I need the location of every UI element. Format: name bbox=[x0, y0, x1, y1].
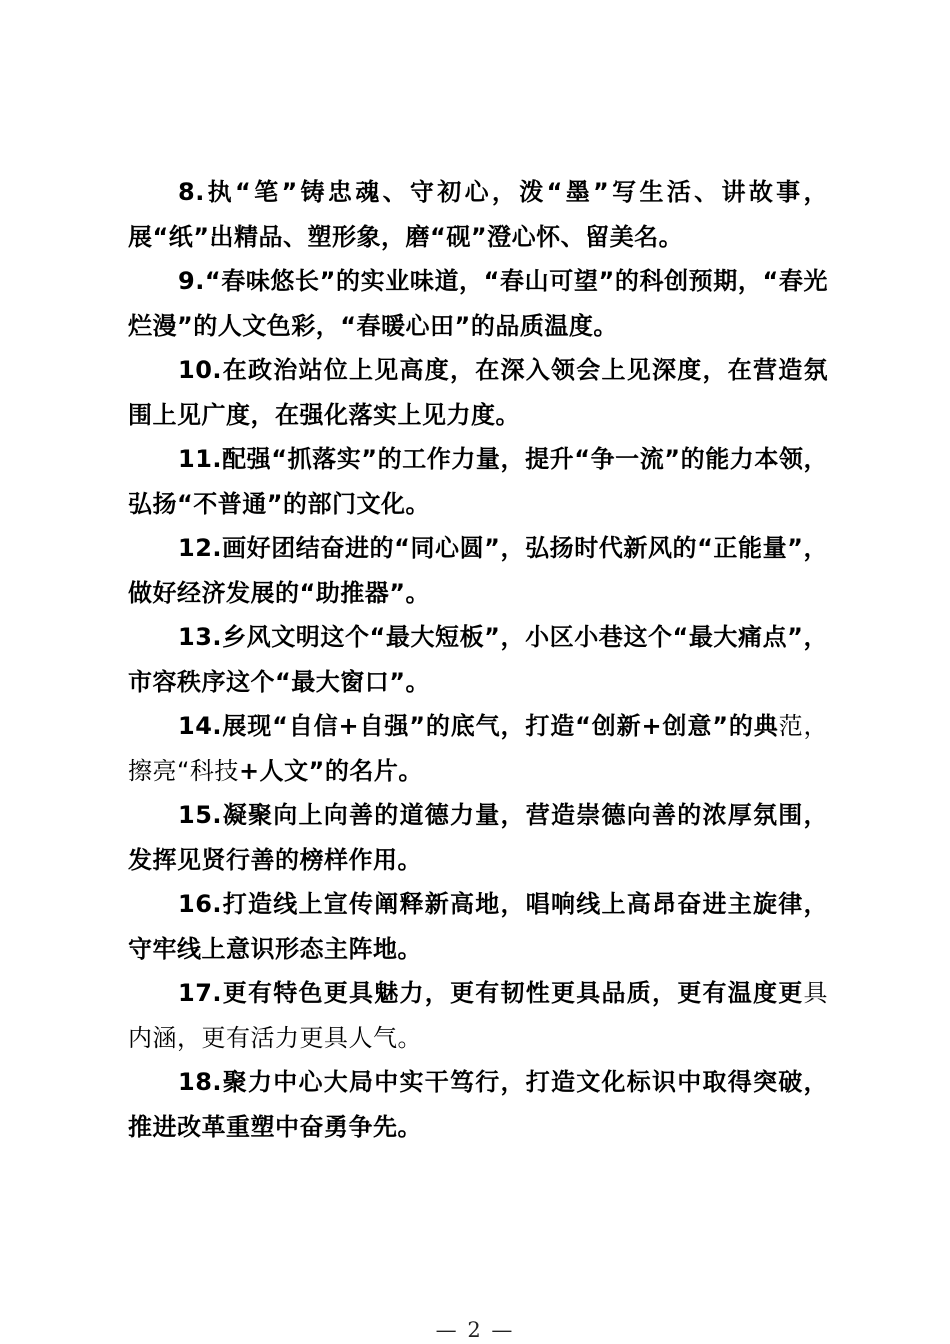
item-text: 在政治站位上见高度，在深入领会上见深度，在营造氛围上见广度，在强化落实上见力度。 bbox=[128, 356, 828, 429]
item-number: 16. bbox=[178, 890, 223, 918]
item-text-light: 具内涵，更有活力更具人气。 bbox=[128, 979, 828, 1052]
item-text: 展现“自信+自强”的底气，打造“创新+创意”的典 bbox=[222, 712, 779, 740]
item-text: “春味悠长”的实业味道，“春山可望”的科创预期，“春光烂漫”的人文色彩，“春暖心田”的品质温度。 bbox=[128, 267, 828, 340]
page-number: — 2 — bbox=[435, 1318, 515, 1342]
list-item-12 bbox=[128, 526, 828, 615]
list-item-17 bbox=[128, 971, 828, 1060]
list-item-18 bbox=[128, 1060, 828, 1149]
item-number: 18. bbox=[178, 1068, 223, 1096]
item-text: 配强“抓落实”的工作力量，提升“争一流”的能力本领，弘扬“不普通”的部门文化。 bbox=[128, 445, 828, 518]
list-item-8 bbox=[128, 170, 828, 259]
item-text: 乡风文明这个“最大短板”，小区小巷这个“最大痛点”，市容秩序这个“最大窗口”。 bbox=[128, 623, 828, 696]
item-number: 10. bbox=[178, 356, 223, 384]
list-item-13 bbox=[128, 615, 828, 704]
item-number: 17. bbox=[178, 979, 223, 1007]
item-number: 14. bbox=[178, 712, 223, 740]
list-item-11 bbox=[128, 437, 828, 526]
item-text: 画好团结奋进的“同心圆”，弘扬时代新风的“正能量”，做好经济发展的“助推器”。 bbox=[128, 534, 828, 607]
item-text: 聚力中心大局中实干笃行，打造文化标识中取得突破，推进改革重塑中奋勇争先。 bbox=[128, 1068, 828, 1141]
list-item-14 bbox=[128, 704, 828, 793]
list-item-16 bbox=[128, 882, 828, 971]
item-text: 执“笔”铸忠魂、守初心，泼“墨”写生活、讲故事，展“纸”出精品、塑形象，磨“砚”澄心怀、留美名。 bbox=[128, 178, 828, 251]
document-body bbox=[128, 170, 828, 1149]
item-number: 11. bbox=[178, 445, 223, 473]
item-number: 12. bbox=[178, 534, 223, 562]
item-text-end: +人文”的名片。 bbox=[238, 756, 423, 785]
item-text-light: 范，擦亮“科技 bbox=[128, 712, 829, 785]
item-number: 13. bbox=[178, 623, 223, 651]
list-item-10 bbox=[128, 348, 828, 437]
item-text: 更有特色更具魅力，更有韧性更具品质，更有温度更 bbox=[222, 979, 804, 1007]
list-item-9 bbox=[128, 259, 828, 348]
item-text: 打造线上宣传阐释新高地，唱响线上高昂奋进主旋律，守牢线上意识形态主阵地。 bbox=[128, 890, 828, 963]
list-item-15 bbox=[128, 793, 828, 882]
item-number: 9. bbox=[178, 267, 205, 295]
item-number: 8. bbox=[178, 178, 205, 206]
item-text: 凝聚向上向善的道德力量，营造崇德向善的浓厚氛围，发挥见贤行善的榜样作用。 bbox=[128, 801, 828, 874]
item-number: 15. bbox=[178, 801, 223, 829]
